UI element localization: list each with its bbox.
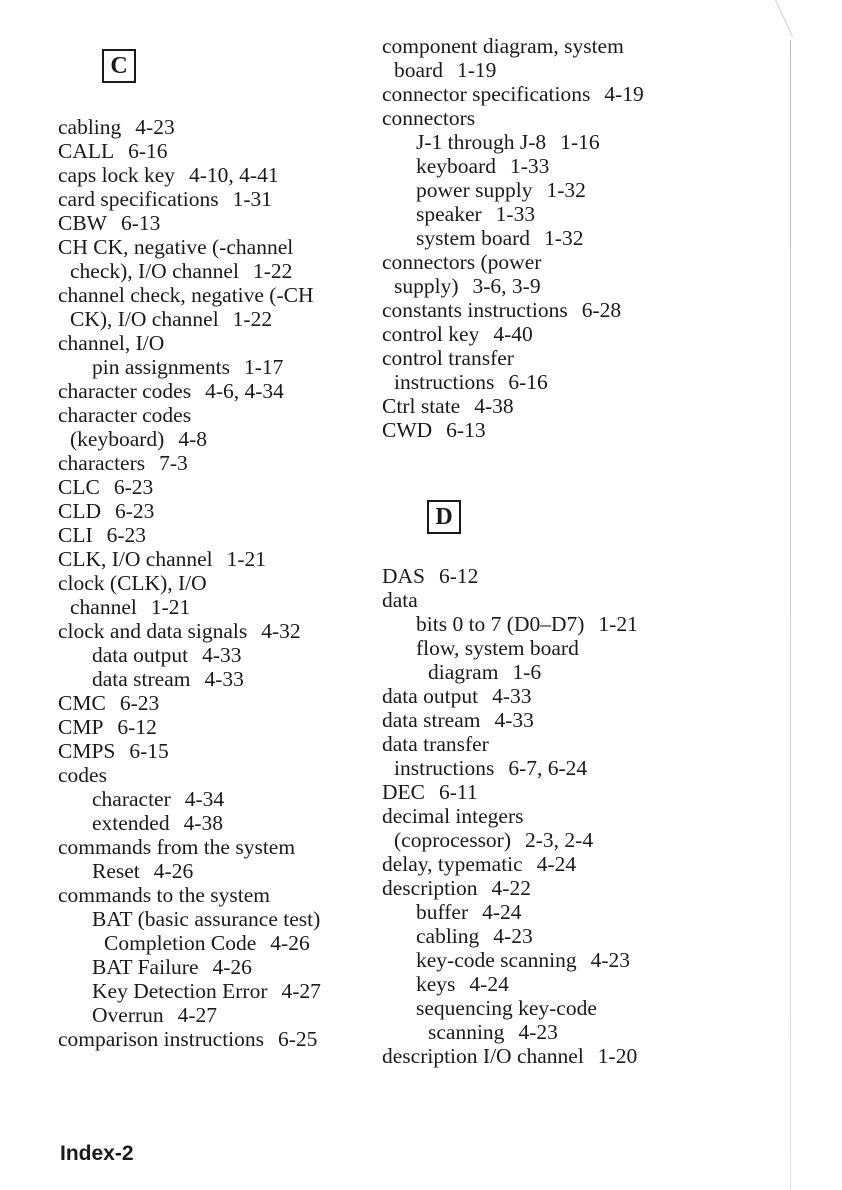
entry-pages: 6-12 [117, 715, 157, 739]
entries-d [382, 564, 638, 1068]
entry-term-text: Overrun [92, 1003, 164, 1027]
index-entry [58, 451, 321, 475]
entry-term-text: CLC [58, 475, 100, 499]
entry-term-continued [58, 427, 321, 451]
entry-term [58, 163, 279, 187]
entry-term-text: cabling [58, 115, 122, 139]
entry-term-text: diagram [428, 660, 499, 684]
entry-term [382, 82, 644, 106]
entry-term-text: data output [382, 684, 479, 708]
index-entry [382, 34, 644, 82]
entry-pages: 4-24 [482, 900, 522, 924]
entry-term [416, 948, 630, 972]
entry-pages: 4-40 [493, 322, 533, 346]
index-entry [382, 130, 644, 154]
index-entry [382, 876, 638, 900]
entry-pages: 4-32 [261, 619, 301, 643]
index-entry [382, 900, 638, 924]
entry-term-text: character codes [58, 379, 192, 403]
index-entry [382, 924, 638, 948]
entry-term-text: supply) [394, 274, 459, 298]
entry-pages: 1-31 [232, 187, 272, 211]
entry-term-continued [416, 1020, 638, 1044]
index-entry [58, 715, 321, 739]
index-entry [58, 691, 321, 715]
entry-pages: 6-25 [278, 1027, 318, 1051]
entry-term [92, 859, 193, 883]
entry-term-text: instructions [394, 756, 495, 780]
index-entry [382, 948, 638, 972]
index-entry [58, 187, 321, 211]
entry-pages: 6-16 [128, 139, 168, 163]
index-entry [382, 732, 638, 780]
entry-pages: 4-19 [604, 82, 644, 106]
entry-term: data transfer [382, 732, 489, 756]
index-entry [58, 475, 321, 499]
entry-term-text: DAS [382, 564, 426, 588]
index-entry [382, 780, 638, 804]
entry-term-text: CBW [58, 211, 107, 235]
entry-pages: 4-27 [281, 979, 321, 1003]
entry-term [416, 972, 509, 996]
entry-term [382, 394, 514, 418]
entry-term: connectors [382, 106, 476, 130]
index-entry [58, 163, 321, 187]
index-entry [58, 571, 321, 619]
entry-pages: 6-28 [581, 298, 622, 322]
index-entry [58, 1003, 321, 1027]
entry-term [58, 739, 169, 763]
entry-term-text: description [382, 876, 478, 900]
entry-term-text: CLK, I/O channel [58, 547, 213, 571]
entry-pages: 4-8 [178, 427, 207, 451]
entry-term [382, 564, 478, 588]
index-entry [58, 355, 321, 379]
entry-term [416, 178, 586, 202]
entry-term-continued [416, 660, 638, 684]
entry-pages: 4-26 [270, 931, 310, 955]
entry-pages: 4-23 [518, 1020, 558, 1044]
entry-term [416, 612, 638, 636]
index-entry [382, 202, 644, 226]
entry-term [382, 418, 486, 442]
entry-term: control transfer [382, 346, 514, 370]
page-corner [775, 0, 793, 36]
index-entry [58, 883, 321, 907]
entry-pages: 1-33 [495, 202, 536, 226]
entry-pages: 2-3, 2-4 [525, 828, 594, 852]
entry-term: flow, system board [416, 636, 579, 660]
entry-pages: 4-24 [469, 972, 509, 996]
index-entry [58, 643, 321, 667]
index-entry [58, 859, 321, 883]
index-entry [382, 1044, 638, 1068]
entry-pages: 1-6 [512, 660, 542, 684]
entry-term [58, 475, 153, 499]
entry-pages: 4-26 [153, 859, 194, 883]
entry-pages: 6-15 [129, 739, 169, 763]
page-edge [790, 40, 791, 1190]
entry-term [382, 852, 576, 876]
entry-term [58, 619, 301, 643]
entry-pages: 6-11 [439, 780, 478, 804]
entry-pages: 6-13 [446, 418, 486, 442]
index-entry [382, 972, 638, 996]
entry-pages: 6-23 [119, 691, 160, 715]
entry-pages: 4-27 [177, 1003, 218, 1027]
entry-pages: 1-16 [560, 130, 600, 154]
index-entry [58, 619, 321, 643]
entry-term-text: description I/O channel [382, 1044, 584, 1068]
entry-term [416, 900, 522, 924]
entry-pages: 4-33 [494, 708, 534, 732]
index-entry [58, 907, 321, 955]
entry-term-text: Reset [92, 859, 140, 883]
entry-term [58, 691, 159, 715]
entry-term: clock (CLK), I/O [58, 571, 207, 595]
index-entry [382, 82, 644, 106]
entry-pages: 4-38 [474, 394, 514, 418]
entry-term-text: data stream [382, 708, 481, 732]
entry-term-continued [382, 370, 644, 394]
entry-term [58, 451, 188, 475]
entry-pages: 6-23 [106, 523, 147, 547]
entry-term: data [382, 588, 418, 612]
entry-term-text: BAT Failure [92, 955, 199, 979]
entry-term-continued [382, 274, 644, 298]
entry-term-text: key-code scanning [416, 948, 577, 972]
entry-term-text: Completion Code [104, 931, 257, 955]
entry-pages: 6-7, 6-24 [508, 756, 588, 780]
entry-term: commands to the system [58, 883, 270, 907]
entry-pages: 4-22 [491, 876, 531, 900]
entry-term [58, 187, 272, 211]
index-entry [382, 852, 638, 876]
entry-pages: 4-26 [212, 955, 252, 979]
entry-term-text: buffer [416, 900, 469, 924]
entry-term [58, 115, 175, 139]
entry-term-text: scanning [428, 1020, 505, 1044]
entry-pages: 1-33 [510, 154, 550, 178]
entry-term: decimal integers [382, 804, 524, 828]
index-entry [382, 418, 644, 442]
entry-pages: 1-22 [232, 307, 273, 331]
index-entry [382, 564, 638, 588]
entry-term [382, 780, 478, 804]
entry-term [382, 708, 534, 732]
index-entry [58, 235, 321, 283]
index-entry [58, 955, 321, 979]
index-entry [58, 739, 321, 763]
index-entry [382, 154, 644, 178]
entry-term-text: DEC [382, 780, 425, 804]
index-entry [58, 835, 321, 859]
entry-term-text: Ctrl state [382, 394, 461, 418]
entry-pages: 4-33 [492, 684, 532, 708]
entry-term [92, 955, 252, 979]
index-entry [382, 684, 638, 708]
entry-term-continued [58, 595, 321, 619]
entry-term-text: cabling [416, 924, 480, 948]
index-entry [58, 499, 321, 523]
entry-term-text: CLI [58, 523, 93, 547]
entry-term-text: CMPS [58, 739, 116, 763]
index-entry [58, 283, 321, 331]
index-entry [58, 115, 321, 139]
entry-pages: 6-16 [508, 370, 548, 394]
index-entry [58, 547, 321, 571]
index-entry [382, 322, 644, 346]
entry-term-text: power supply [416, 178, 533, 202]
entry-term-text: CWD [382, 418, 433, 442]
entry-pages: 4-23 [590, 948, 631, 972]
index-entry [58, 379, 321, 403]
entry-pages: 4-23 [135, 115, 175, 139]
entry-term [58, 379, 284, 403]
entry-pages: 4-23 [493, 924, 533, 948]
entry-pages: 4-24 [536, 852, 577, 876]
entry-term-text: CMP [58, 715, 104, 739]
entry-term [92, 1003, 217, 1027]
entry-term-text: instructions [394, 370, 495, 394]
entry-term-text: control key [382, 322, 480, 346]
entry-term-text: CK), I/O channel [70, 307, 219, 331]
entry-pages: 6-12 [439, 564, 479, 588]
entry-term [92, 355, 283, 379]
entry-term-text: check), I/O channel [70, 259, 239, 283]
entry-pages: 4-33 [204, 667, 244, 691]
entry-pages: 1-19 [456, 58, 497, 82]
entry-pages: 3-6, 3-9 [472, 274, 541, 298]
index-entry [382, 346, 644, 394]
entries-c-continued [382, 34, 644, 442]
entry-term [416, 202, 535, 226]
entry-term-text: extended [92, 811, 170, 835]
section-letter-c: C [102, 49, 136, 83]
entry-term [382, 1044, 637, 1068]
entry-term-text: connector specifications [382, 82, 591, 106]
entry-term-text: character [92, 787, 171, 811]
entry-pages: 4-6, 4-34 [205, 379, 284, 403]
index-entry [58, 211, 321, 235]
entry-pages: 4-38 [183, 811, 224, 835]
entry-term [58, 715, 157, 739]
entry-term-text: (keyboard) [70, 427, 165, 451]
entry-term-text: keys [416, 972, 456, 996]
entry-term: BAT (basic assurance test) [92, 907, 321, 931]
entry-pages: 4-10, 4-41 [189, 163, 279, 187]
entry-term-text: speaker [416, 202, 482, 226]
entry-pages: 6-13 [120, 211, 161, 235]
entry-term: commands from the system [58, 835, 296, 859]
index-entry [382, 394, 644, 418]
entry-pages: 1-21 [598, 612, 638, 636]
entry-pages: 6-23 [113, 475, 154, 499]
entry-pages: 1-17 [243, 355, 284, 379]
entry-term [58, 139, 168, 163]
entry-term-text: delay, typematic [382, 852, 523, 876]
entry-term [416, 924, 533, 948]
entry-term-text: data stream [92, 667, 191, 691]
index-entry [382, 250, 644, 298]
entry-term: connectors (power [382, 250, 542, 274]
index-entry [382, 708, 638, 732]
entry-term [92, 787, 224, 811]
entry-pages: 1-21 [150, 595, 191, 619]
entry-pages: 6-23 [115, 499, 155, 523]
index-entry [58, 811, 321, 835]
entry-term [58, 523, 146, 547]
entry-pages: 4-34 [184, 787, 225, 811]
entry-term-continued [58, 259, 321, 283]
section-letter-d: D [427, 500, 461, 534]
entry-term [58, 211, 160, 235]
entry-term-text: J-1 through J-8 [416, 130, 547, 154]
entry-term [92, 643, 242, 667]
entry-term: component diagram, system [382, 34, 624, 58]
index-entry [382, 636, 638, 684]
entry-term [58, 547, 266, 571]
entry-term-text: constants instructions [382, 298, 568, 322]
index-entry [382, 588, 638, 612]
entry-term-text: (coprocessor) [394, 828, 512, 852]
entry-term: character codes [58, 403, 192, 427]
entry-term [58, 499, 154, 523]
index-entry [58, 523, 321, 547]
index-entry [58, 763, 321, 787]
entry-term-text: characters [58, 451, 146, 475]
entry-term [382, 298, 621, 322]
entry-pages: 1-21 [226, 547, 267, 571]
entry-term [92, 979, 321, 1003]
entry-term-continued [382, 58, 644, 82]
entry-term: codes [58, 763, 107, 787]
entry-pages: 1-22 [252, 259, 293, 283]
index-entry [58, 667, 321, 691]
entry-term [416, 130, 600, 154]
entry-term [416, 226, 583, 250]
index-entry [382, 612, 638, 636]
index-entry [58, 787, 321, 811]
entry-term [58, 1027, 317, 1051]
entry-pages: 1-20 [597, 1044, 638, 1068]
entry-pages: 7-3 [159, 451, 188, 475]
entry-term [382, 322, 533, 346]
entry-term-text: system board [416, 226, 531, 250]
entry-term: CH CK, negative (-channel [58, 235, 294, 259]
entry-term-text: board [394, 58, 443, 82]
index-entry [58, 139, 321, 163]
index-entry [382, 996, 638, 1044]
entry-pages: 1-32 [544, 226, 584, 250]
entry-term: channel, I/O [58, 331, 165, 355]
entry-term-text: CLD [58, 499, 101, 523]
entry-term-continued [92, 931, 321, 955]
entry-term-text: data output [92, 643, 189, 667]
entry-term-continued [382, 756, 638, 780]
entry-term-text: CMC [58, 691, 106, 715]
entry-term: sequencing key-code [416, 996, 597, 1020]
index-entry [382, 298, 644, 322]
index-entry [382, 226, 644, 250]
entry-term-text: caps lock key [58, 163, 176, 187]
index-entry [58, 1027, 321, 1051]
entry-pages: 1-32 [546, 178, 586, 202]
index-entry [382, 804, 638, 852]
index-entry [58, 331, 321, 355]
entry-term-text: Key Detection Error [92, 979, 268, 1003]
page-footer: Index-2 [60, 1142, 134, 1165]
entry-pages: 4-33 [202, 643, 242, 667]
entry-term-continued [58, 307, 321, 331]
entry-term: channel check, negative (-CH [58, 283, 314, 307]
entry-term-text: comparison instructions [58, 1027, 265, 1051]
entry-term-text: clock and data signals [58, 619, 248, 643]
entry-term-continued [382, 828, 638, 852]
index-entry [58, 403, 321, 451]
entry-term-text: keyboard [416, 154, 496, 178]
entry-term [416, 154, 549, 178]
index-entry [58, 979, 321, 1003]
entries-c [58, 115, 321, 1051]
entry-term-text: channel [70, 595, 137, 619]
entry-term [92, 667, 244, 691]
entry-term-text: CALL [58, 139, 115, 163]
entry-term-text: pin assignments [92, 355, 230, 379]
entry-term [382, 684, 532, 708]
index-entry [382, 106, 644, 130]
index-entry [382, 178, 644, 202]
entry-term-text: card specifications [58, 187, 219, 211]
entry-term-text: bits 0 to 7 (D0–D7) [416, 612, 585, 636]
entry-term [92, 811, 223, 835]
entry-term [382, 876, 531, 900]
